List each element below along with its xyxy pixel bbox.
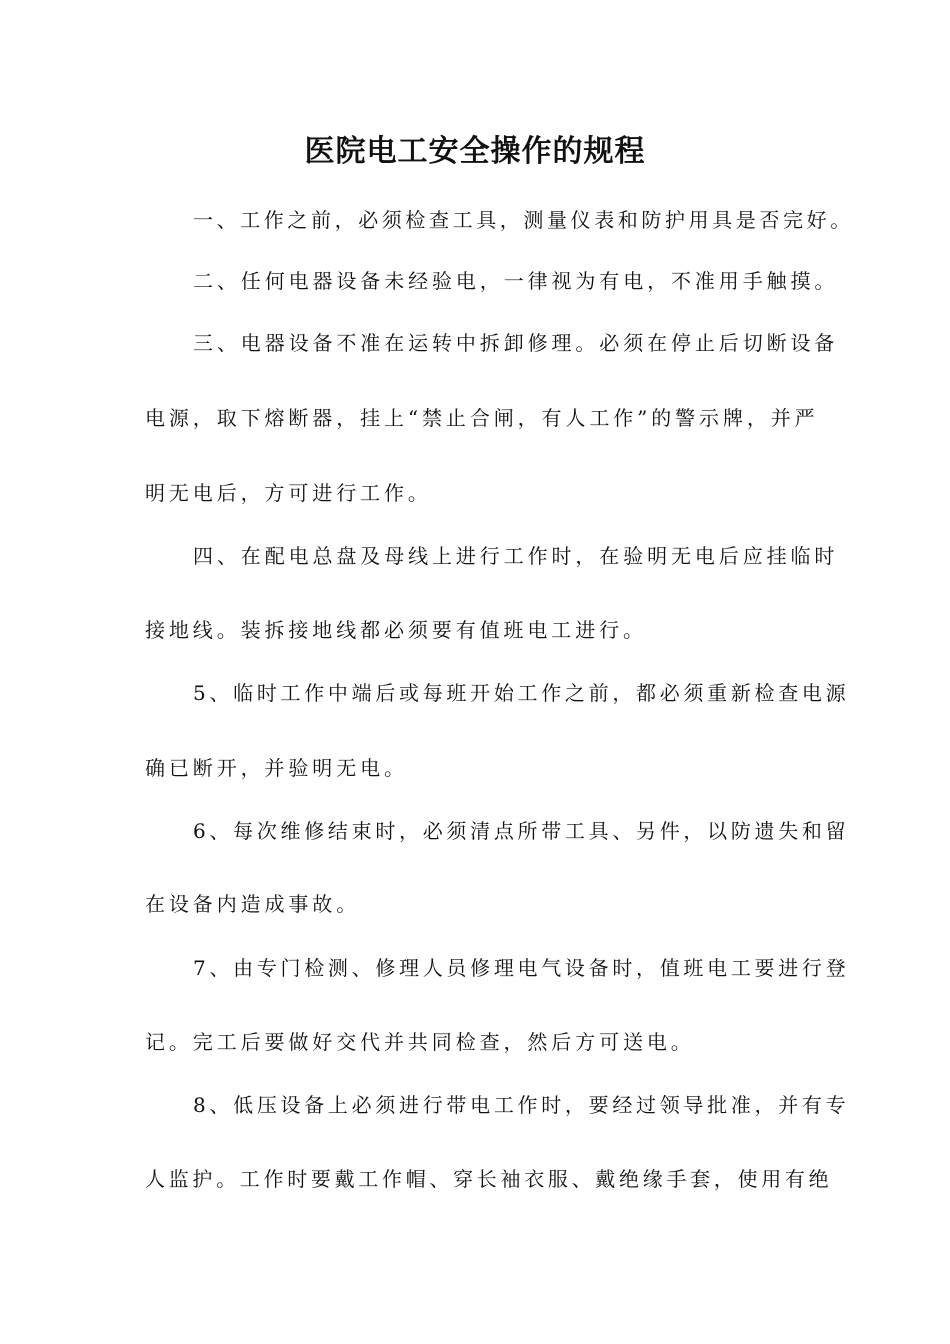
text-line-12: 7、由专门检测、修理人员修理电气设备时，值班电工要进行登 [193, 956, 850, 980]
text-line-9: 确已断开，并验明无电。 [145, 756, 408, 780]
text-line-10: 6、每次维修结束时，必须清点所带工具、另件，以防遗失和留 [193, 819, 850, 843]
text-line-3: 三、电器设备不准在运转中拆卸修理。必须在停止后切断设备 [193, 331, 839, 355]
text-line-15: 人监护。工作时要戴工作帽、穿长袖衣服、戴绝缘手套，使用有绝 [145, 1167, 833, 1191]
text-line-1: 一、工作之前，必须检查工具，测量仪表和防护用具是否完好。 [193, 208, 854, 232]
text-line-8: 5、临时工作中端后或每班开始工作之前，都必须重新检查电源 [193, 681, 850, 705]
document-title: 医院电工安全操作的规程 [304, 134, 646, 169]
text-line-6: 四、在配电总盘及母线上进行工作时，在验明无电后应挂临时 [193, 544, 839, 568]
text-line-4: 电源，取下熔断器，挂上“禁止合闸，有人工作”的警示牌，并严 [145, 406, 819, 430]
text-line-7: 接地线。装拆接地线都必须要有值班电工进行。 [145, 618, 647, 642]
text-line-14: 8、低压设备上必须进行带电工作时，要经过领导批准，并有专 [193, 1093, 850, 1117]
text-line-2: 二、任何电器设备未经验电，一律视为有电，不准用手触摸。 [193, 269, 839, 293]
text-line-11: 在设备内造成事故。 [145, 892, 361, 916]
text-line-5: 明无电后，方可进行工作。 [145, 481, 432, 505]
text-line-13: 记。完工后要做好交代并共同检查，然后方可送电。 [145, 1030, 695, 1054]
